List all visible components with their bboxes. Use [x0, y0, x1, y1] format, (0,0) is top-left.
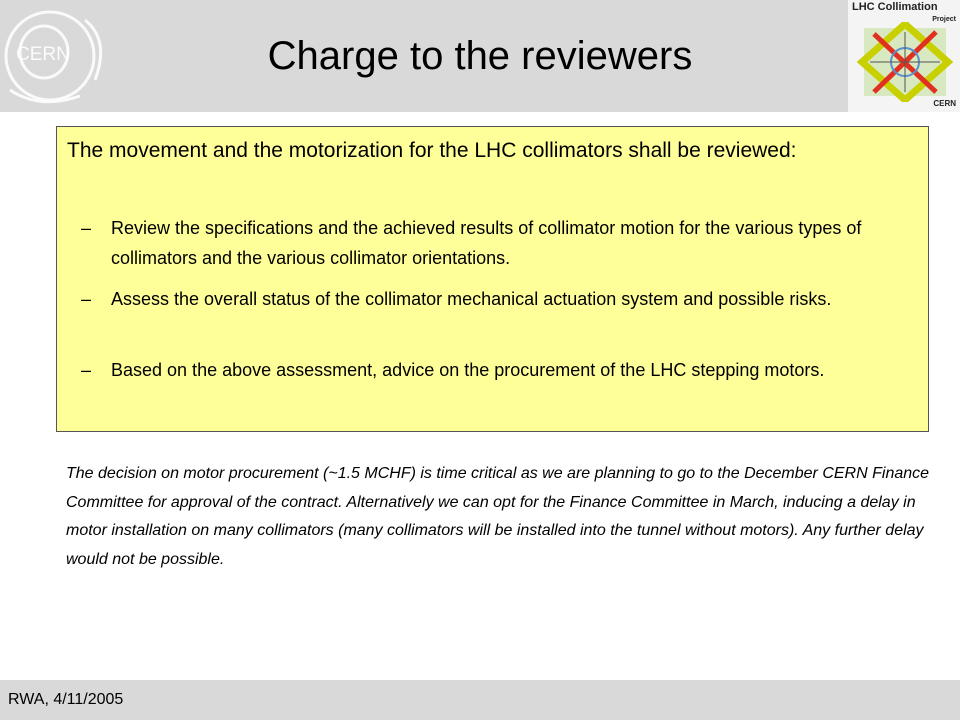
logo-subtitle: Project	[932, 16, 956, 23]
list-item-text: Assess the overall status of the collimator mechanical actuation system and possible risks.	[111, 289, 832, 309]
list-item	[81, 284, 911, 314]
list-item-text: Based on the above assessment, advice on the procurement of the LHC stepping motors.	[111, 360, 825, 380]
list-item	[81, 213, 911, 273]
list-item-text: Review the specifications and the achieved results of collimator motion for the various types of collimators and the various collimator orientations.	[111, 218, 862, 268]
dash-bullet: –	[81, 360, 92, 380]
dash-bullet: –	[81, 218, 92, 238]
cern-logo-text: CERN	[16, 44, 70, 65]
header-bar	[0, 0, 960, 112]
footer-author-date: RWA, 4/11/2005	[8, 691, 124, 708]
page-title: Charge to the reviewers	[267, 34, 693, 78]
charge-box	[56, 126, 929, 432]
lhc-collimation-logo	[848, 0, 960, 112]
cern-logo-icon	[0, 0, 118, 112]
list-item	[81, 355, 911, 385]
charge-lead: The movement and the motorization for the LHC collimators shall be reviewed:	[67, 139, 797, 162]
timing-note: The decision on motor procurement (~1.5 MCHF) is time critical as we are planning to go to the December CERN Finance Committee for approval of the contract. Alternatively we can opt for the Finance Committee in March, inducing a delay in motor installation on many collimators (many collimators will be installed into the tunnel without motors). Any further delay would not be possible.	[66, 465, 930, 568]
dash-bullet: –	[81, 289, 92, 309]
logo-org: CERN	[933, 99, 956, 108]
logo-title: LHC Collimation	[852, 1, 938, 13]
footer-bar	[0, 680, 960, 720]
collimator-diagram-icon	[856, 22, 954, 102]
